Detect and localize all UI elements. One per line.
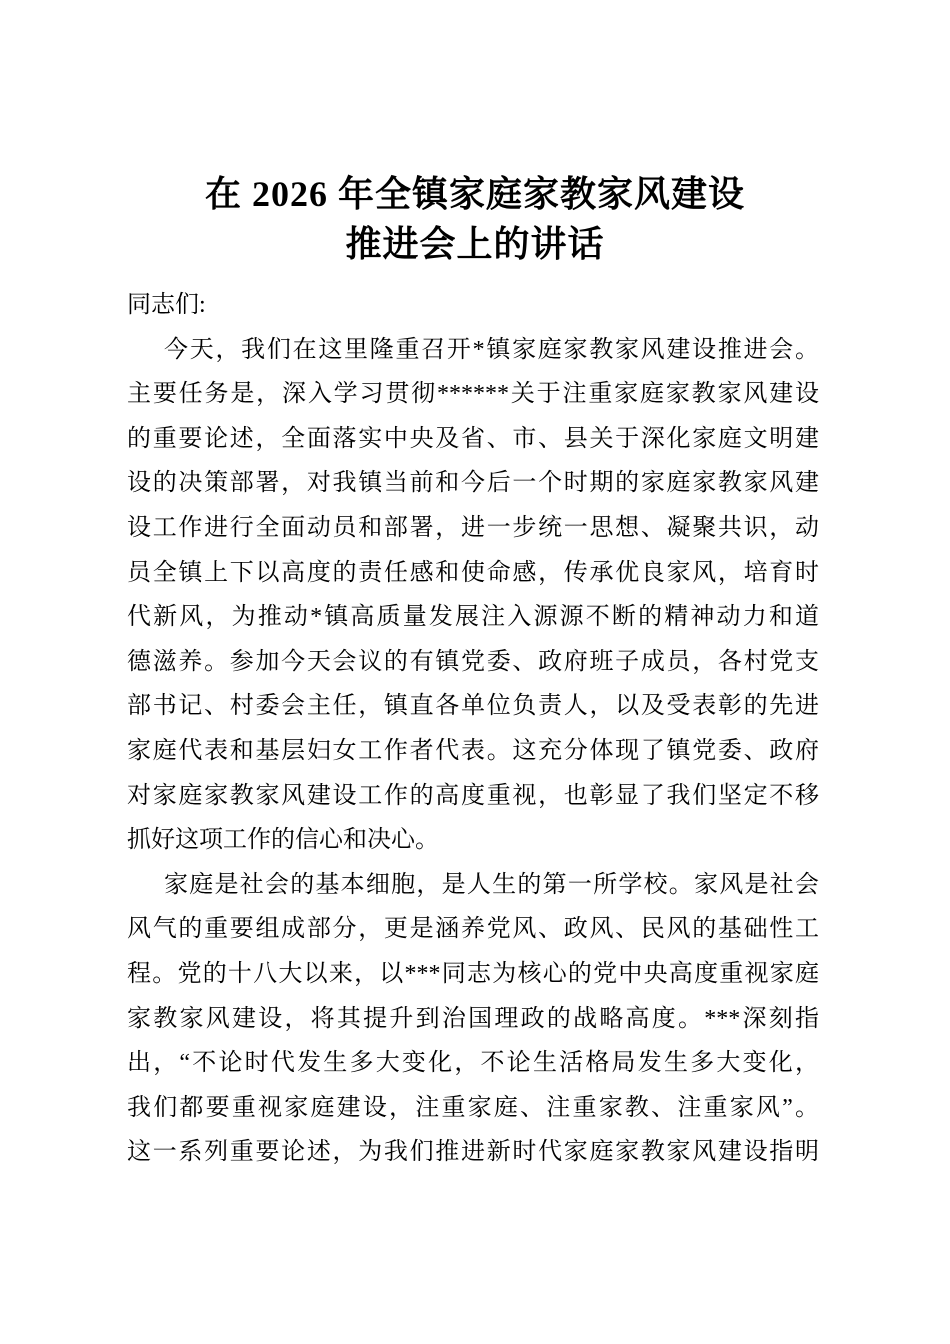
text-line: 出，“不论时代发生多大变化，不论生活格局发生多大变化， [127, 1050, 819, 1077]
text-line: 抓好这项工作的信心和决心。 [127, 827, 439, 854]
text-line: 代新风，为推动*镇高质量发展注入源源不断的精神动力和道 [127, 604, 819, 631]
text-line: 这一系列重要论述，为我们推进新时代家庭家教家风建设指明 [127, 1139, 819, 1166]
text-line: 程。党的十八大以来，以***同志为核心的党中央高度重视家庭 [127, 960, 819, 987]
text-line: 家庭代表和基层妇女工作者代表。这充分体现了镇党委、政府 [127, 737, 819, 764]
text-line: 的重要论述，全面落实中央及省、市、县关于深化家庭文明建 [127, 425, 819, 452]
title-line-2: 推进会上的讲话 [345, 224, 605, 264]
text-line: 德滋养。参加今天会议的有镇党委、政府班子成员，各村党支 [127, 648, 819, 675]
text-line: 设的决策部署，对我镇当前和今后一个时期的家庭家教家风建 [127, 470, 819, 497]
text-line: 今天，我们在这里隆重召开*镇家庭家教家风建设推进会。 [164, 336, 819, 363]
text-line: 家庭是社会的基本细胞，是人生的第一所学校。家风是社会 [164, 871, 819, 898]
text-line: 对家庭家教家风建设工作的高度重视，也彰显了我们坚定不移 [127, 782, 819, 809]
document-body [127, 283, 819, 1175]
text-line: 家教家风建设，将其提升到治国理政的战略高度。***深刻指 [127, 1005, 819, 1032]
text-line: 部书记、村委会主任，镇直各单位负责人，以及受表彰的先进 [127, 693, 819, 720]
text-line: 我们都要重视家庭建设，注重家庭、注重家教、注重家风”。 [127, 1094, 819, 1121]
text-line: 风气的重要组成部分，更是涵养党风、政风、民风的基础性工 [127, 916, 819, 943]
text-line: 员全镇上下以高度的责任感和使命感，传承优良家风，培育时 [127, 559, 819, 586]
title-line-1: 在 2026 年全镇家庭家教家风建设 [204, 174, 745, 214]
text-line: 设工作进行全面动员和部署，进一步统一思想、凝聚共识，动 [127, 514, 819, 541]
document-title [0, 169, 950, 269]
text-line: 主要任务是，深入学习贯彻******关于注重家庭家教家风建设 [127, 381, 819, 408]
salutation: 同志们: [127, 292, 206, 318]
